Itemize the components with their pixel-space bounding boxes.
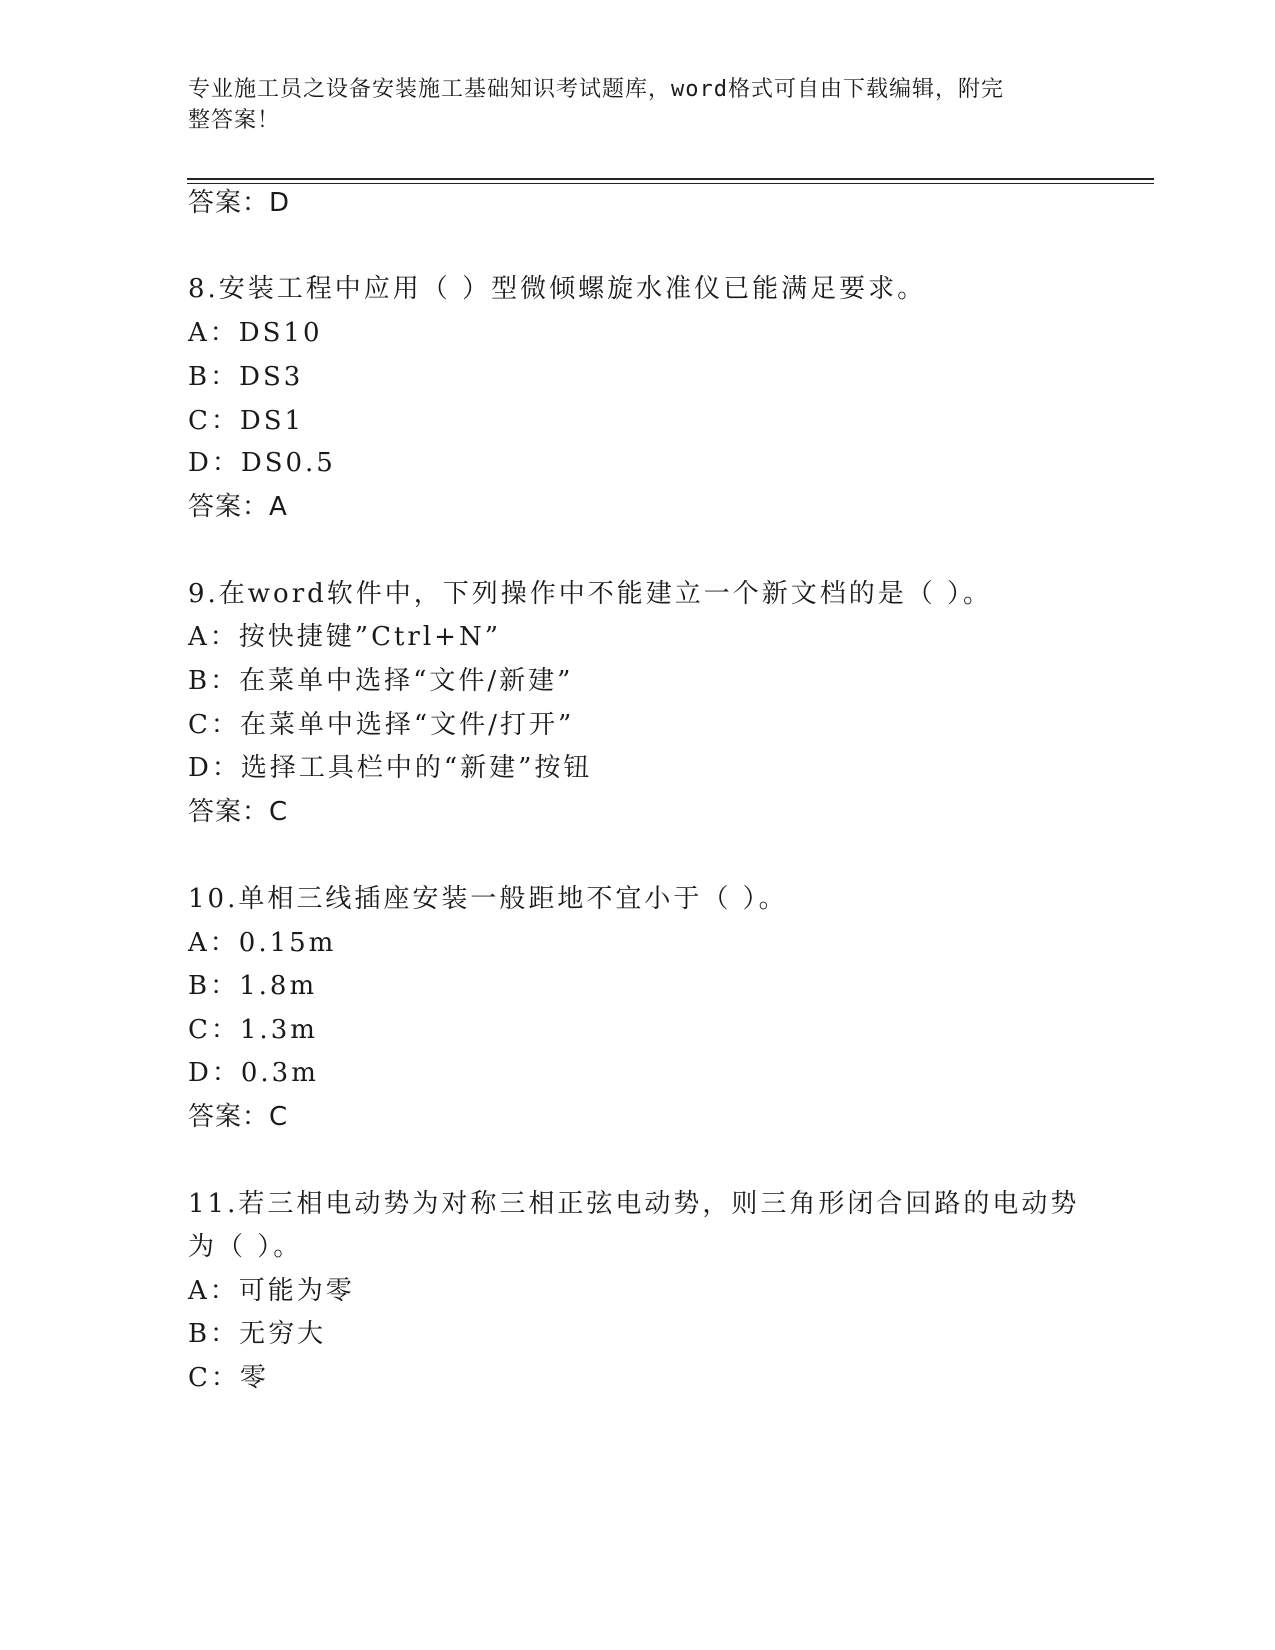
question-9-option-a: A：按快捷键”Ctrl+N”	[188, 622, 501, 652]
answer-q7: 答案：D	[188, 188, 291, 218]
question-9-option-d: D：选择工具栏中的“新建”按钮	[188, 753, 593, 783]
question-10-stem: 10.单相三线插座安装一般距地不宜小于（ ）。	[188, 884, 788, 914]
header-line-2: 整答案！	[188, 108, 281, 133]
header-line-1: 专业施工员之设备安装施工基础知识考试题库，word格式可自由下载编辑，附完	[188, 77, 1004, 102]
question-11-stem-line-1: 11.若三相电动势为对称三相正弦电动势，则三角形闭合回路的电动势	[188, 1189, 1080, 1219]
question-8-option-d: D：DS0.5	[188, 448, 336, 478]
question-9-stem: 9.在word软件中，下列操作中不能建立一个新文档的是（ ）。	[188, 579, 993, 609]
question-8-option-b: B：DS3	[188, 362, 304, 392]
answer-q10: 答案：C	[188, 1102, 289, 1132]
question-10-option-d: D：0.3m	[188, 1058, 319, 1088]
header-divider-thick	[187, 178, 1154, 180]
answer-q9: 答案：C	[188, 797, 289, 827]
question-8-option-a: A：DS10	[188, 318, 323, 348]
question-9-option-c: C：在菜单中选择“文件/打开”	[188, 710, 575, 740]
question-11-stem-line-2: 为（ ）。	[188, 1232, 303, 1262]
question-10-option-c: C：1.3m	[188, 1015, 318, 1045]
document-header	[188, 74, 1078, 136]
header-divider-thin	[187, 183, 1154, 184]
question-11-option-b: B：无穷大	[188, 1319, 327, 1349]
answer-q8: 答案：A	[188, 492, 288, 522]
question-11-option-c: C：零	[188, 1363, 269, 1393]
question-8-option-c: C：DS1	[188, 406, 305, 436]
question-8-stem: 8.安装工程中应用（ ）型微倾螺旋水准仪已能满足要求。	[188, 274, 927, 304]
question-10-option-b: B：1.8m	[188, 971, 318, 1001]
question-9-option-b: B：在菜单中选择“文件/新建”	[188, 666, 574, 696]
question-11-option-a: A：可能为零	[188, 1276, 355, 1306]
question-10-option-a: A：0.15m	[188, 928, 337, 958]
